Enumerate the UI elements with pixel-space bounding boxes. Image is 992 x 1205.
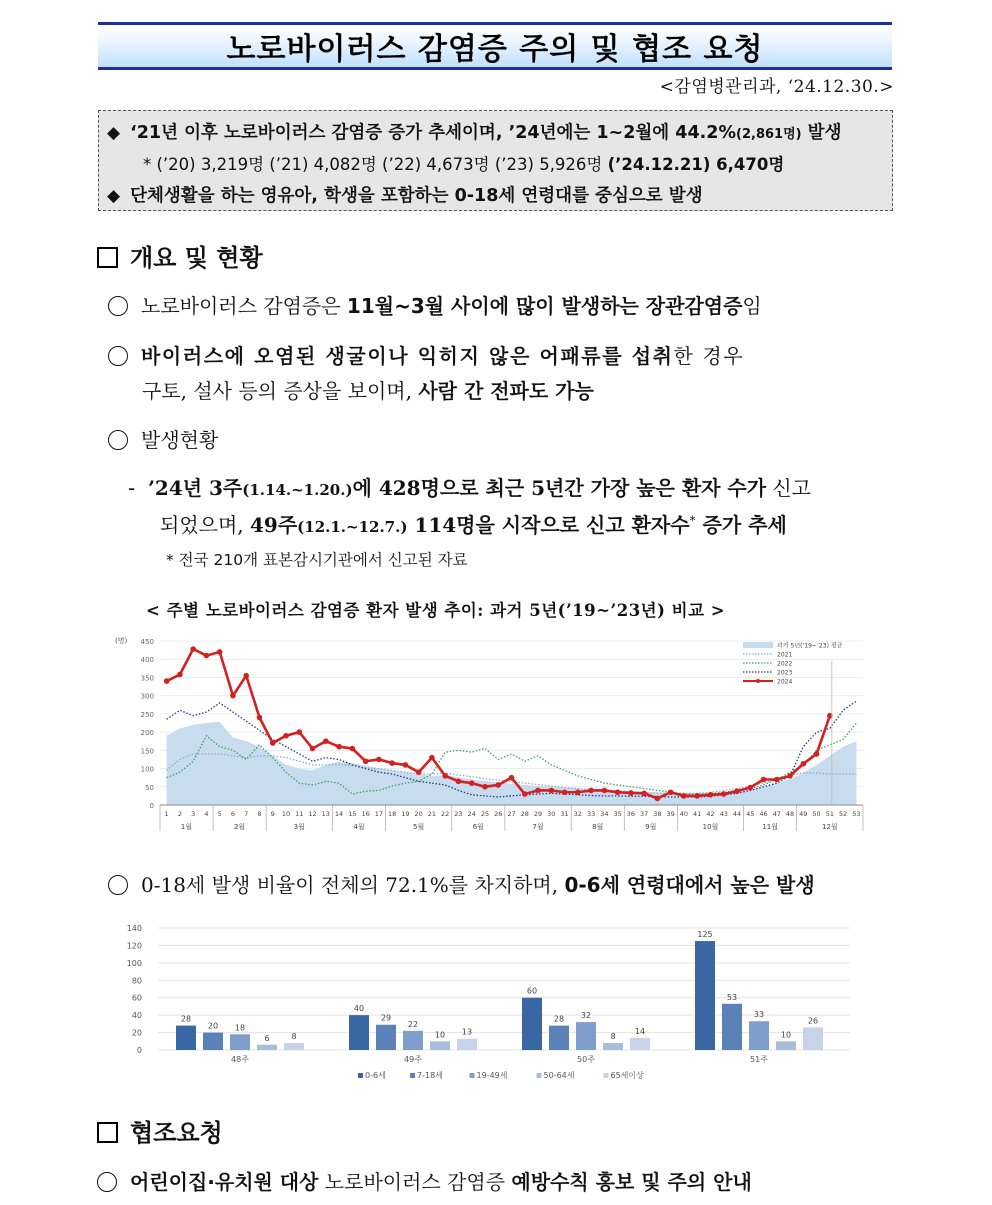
bar-19-49세 — [230, 1034, 250, 1050]
data-point-2024 — [548, 788, 554, 794]
data-point-2024 — [774, 777, 780, 783]
data-point-2024 — [562, 789, 568, 795]
x-tick-label: 23 — [454, 810, 463, 818]
weekly-trend-chart — [115, 633, 875, 833]
bar-7-18세 — [722, 1004, 742, 1050]
legend-swatch — [537, 1073, 542, 1078]
data-label: 28 — [553, 1014, 565, 1024]
bar-7-18세 — [549, 1026, 569, 1050]
data-point-2024 — [655, 796, 661, 802]
x-tick-label: 17 — [374, 810, 383, 818]
circle-bullet-icon — [108, 875, 128, 895]
data-point-2024 — [641, 791, 647, 797]
bar-50-64세 — [603, 1043, 623, 1050]
data-point-2024 — [217, 649, 223, 655]
y-axis-unit: (명) — [115, 637, 128, 645]
circle-bullet-icon — [108, 296, 128, 316]
data-point-2024 — [588, 788, 594, 794]
data-point-2024 — [270, 740, 276, 746]
x-tick-label: 27 — [507, 810, 516, 818]
month-label: 8월 — [592, 823, 604, 831]
x-tick-label: 43 — [719, 810, 728, 818]
data-point-2024 — [243, 673, 249, 679]
data-point-2024 — [787, 773, 793, 779]
x-tick-label: 33 — [586, 810, 596, 818]
x-tick-label: 52 — [838, 810, 848, 818]
bar-50-64세 — [430, 1041, 450, 1050]
data-point-2024 — [350, 746, 356, 752]
circle-bullet-icon — [108, 346, 128, 366]
x-tick-label: 49 — [799, 810, 808, 818]
legend-swatch — [470, 1073, 475, 1078]
month-label: 1월 — [180, 823, 193, 831]
data-point-2024 — [482, 784, 488, 790]
bar-0-6세 — [349, 1015, 369, 1050]
x-tick-label: 34 — [600, 810, 609, 818]
legend-label: 65세이상 — [610, 1071, 644, 1080]
data-point-2024 — [694, 793, 700, 799]
summary-box — [98, 110, 893, 211]
bar-0-6세 — [695, 941, 715, 1050]
legend-label: 2023 — [777, 669, 793, 677]
data-point-2024 — [429, 755, 435, 761]
age-group-bar-chart — [110, 920, 870, 1090]
data-point-2024 — [668, 789, 674, 795]
status-detail-line2: 되었으며, 49주(12.1.~12.7.) 114명을 시작으로 신고 환자수* 증가 추세 — [160, 513, 787, 537]
bar-0-6세 — [176, 1026, 196, 1050]
x-tick-label: 2 — [177, 810, 182, 818]
y-tick-label: 0 — [149, 802, 154, 810]
data-label: 10 — [434, 1030, 446, 1040]
data-point-2024 — [283, 733, 289, 739]
x-tick-label: 6 — [230, 810, 236, 818]
x-tick-label: 25 — [480, 810, 490, 818]
section-heading-request: 협조요청 — [97, 1113, 223, 1148]
x-tick-label: 40 — [679, 810, 689, 818]
x-tick-label: 38 — [653, 810, 662, 818]
summary-bullet-2: ◆ 단체생활을 하는 영유아, 학생을 포함하는 0-18세 연령대를 중심으로 발생 — [107, 186, 703, 206]
data-label: 28 — [180, 1014, 192, 1024]
para-request-1: 어린이집·유치원 대상 노로바이러스 감염증 예방수칙 홍보 및 주의 안내 — [97, 1166, 752, 1195]
bar-19-49세 — [403, 1031, 423, 1050]
month-label: 11월 — [762, 823, 778, 831]
legend-swatch — [358, 1073, 363, 1078]
x-tick-label: 9 — [270, 810, 275, 818]
data-label: 13 — [461, 1027, 473, 1037]
status-detail-line1: - ’24년 3주(1.14.~1.20.)에 428명으로 최근 5년간 가장 높은 환자 수가 신고 — [128, 476, 812, 500]
title-banner — [98, 22, 892, 70]
data-point-2024 — [747, 785, 753, 791]
x-category-label: 49주 — [404, 1055, 422, 1064]
x-category-label: 50주 — [577, 1055, 595, 1064]
month-label: 9월 — [645, 823, 657, 831]
x-tick-label: 42 — [706, 810, 715, 818]
x-tick-label: 29 — [533, 810, 543, 818]
data-point-2024 — [575, 789, 581, 795]
data-label: 22 — [407, 1019, 419, 1029]
data-point-2024 — [389, 760, 395, 766]
diamond-bullet-icon: ◆ — [107, 186, 121, 206]
month-label: 3월 — [293, 823, 305, 831]
x-category-label: 51주 — [750, 1055, 768, 1064]
data-label: 125 — [697, 930, 713, 940]
data-point-2024 — [296, 729, 302, 735]
x-tick-label: 35 — [613, 810, 622, 818]
x-tick-label: 26 — [494, 810, 503, 818]
data-point-2024 — [190, 646, 196, 652]
bar-19-49세 — [576, 1022, 596, 1050]
data-point-2024 — [336, 744, 342, 750]
chart1-title: < 주별 노로바이러스 감염증 환자 발생 추이: 과거 5년(’19~’23년) 비교 > — [146, 601, 726, 620]
data-label: 53 — [726, 992, 738, 1002]
data-label: 26 — [807, 1016, 819, 1026]
para-status: 발생현황 — [108, 424, 218, 453]
x-tick-label: 47 — [772, 810, 781, 818]
para-age-ratio: 0-18세 발생 비율이 전체의 72.1%를 차지하며, 0-6세 연령대에서 높은 발생 — [108, 869, 815, 898]
legend-label: 2021 — [777, 651, 793, 659]
x-tick-label: 24 — [467, 810, 476, 818]
x-tick-label: 3 — [191, 810, 196, 818]
data-point-2024 — [708, 792, 714, 798]
data-point-2024 — [442, 773, 448, 779]
legend-label: 2024 — [777, 678, 793, 686]
x-tick-label: 50 — [812, 810, 821, 818]
legend-label: 7-18세 — [417, 1071, 443, 1080]
x-tick-label: 12 — [308, 810, 317, 818]
data-label: 32 — [580, 1011, 592, 1021]
x-tick-label: 1 — [164, 810, 169, 818]
x-tick-label: 4 — [204, 810, 209, 818]
x-tick-label: 21 — [427, 810, 437, 818]
x-tick-label: 22 — [441, 810, 450, 818]
legend-label: 19-49세 — [476, 1071, 508, 1080]
y-tick-label: 140 — [126, 924, 142, 933]
para-overview-2-line2: 구토, 설사 등의 증상을 보이며, 사람 간 전파도 가능 — [142, 379, 594, 403]
legend-label: 0-6세 — [365, 1071, 386, 1080]
x-tick-label: 37 — [640, 810, 649, 818]
y-tick-label: 0 — [136, 1046, 142, 1055]
data-label: 14 — [634, 1026, 646, 1036]
month-label: 5월 — [413, 823, 425, 831]
data-point-2024 — [509, 775, 515, 781]
bar-65세이상 — [457, 1039, 477, 1050]
x-tick-label: 53 — [852, 810, 861, 818]
month-label: 12월 — [822, 823, 838, 831]
x-tick-label: 44 — [732, 810, 742, 818]
x-tick-label: 13 — [321, 810, 330, 818]
data-point-2024 — [376, 757, 382, 763]
data-label: 60 — [526, 986, 538, 996]
x-tick-label: 45 — [746, 810, 755, 818]
x-tick-label: 39 — [666, 810, 675, 818]
data-label: 6 — [264, 1033, 270, 1043]
x-tick-label: 10 — [281, 810, 291, 818]
circle-bullet-icon — [108, 430, 128, 450]
data-point-2024 — [204, 653, 210, 659]
y-tick-label: 200 — [140, 729, 154, 738]
bar-65세이상 — [284, 1043, 304, 1050]
data-point-2024 — [416, 769, 422, 775]
data-point-2024 — [456, 779, 462, 785]
month-label: 10월 — [702, 823, 719, 831]
data-point-2024 — [363, 758, 369, 764]
legend-swatch — [410, 1073, 415, 1078]
x-tick-label: 30 — [547, 810, 556, 818]
bar-19-49세 — [749, 1021, 769, 1050]
x-tick-label: 31 — [560, 810, 569, 818]
checkbox-square-icon — [97, 1122, 118, 1143]
summary-bullet-1: ◆ ‘21년 이후 노로바이러스 감염증 증가 추세이며, ’24년에는 1~2월에 44.2%(2,861명) 발생 — [107, 123, 842, 143]
data-point-2024 — [257, 715, 263, 721]
data-label: 8 — [610, 1032, 616, 1042]
para-overview-2: 바이러스에 오염된 생굴이나 익히지 않은 어패류를 섭취한 경우 — [108, 340, 744, 369]
data-point-2024 — [230, 693, 236, 699]
data-point-2024 — [628, 790, 634, 796]
data-point-2024 — [522, 791, 528, 797]
data-point-2024 — [177, 672, 183, 678]
legend-swatch — [604, 1073, 609, 1078]
x-tick-label: 11 — [295, 810, 304, 818]
x-tick-label: 7 — [244, 810, 249, 818]
checkbox-square-icon — [97, 247, 118, 268]
source-line: <감염병관리과, ‘24.12.30.> — [659, 77, 894, 97]
y-tick-label: 100 — [140, 765, 154, 774]
data-label: 10 — [780, 1030, 792, 1040]
bar-65세이상 — [630, 1038, 650, 1050]
data-point-2024 — [535, 788, 541, 794]
x-category-label: 48주 — [231, 1055, 249, 1064]
legend-marker — [756, 679, 760, 683]
x-tick-label: 8 — [257, 810, 262, 818]
data-point-2024 — [814, 751, 820, 757]
x-tick-label: 51 — [825, 810, 834, 818]
data-point-2024 — [761, 777, 767, 783]
legend-swatch — [743, 642, 773, 648]
y-tick-label: 250 — [140, 710, 154, 719]
x-tick-label: 48 — [785, 810, 795, 818]
data-point-2024 — [602, 788, 608, 794]
x-tick-label: 15 — [348, 810, 357, 818]
section-heading-overview: 개요 및 현황 — [97, 238, 263, 273]
month-label: 6월 — [472, 823, 484, 831]
x-tick-label: 5 — [217, 810, 222, 818]
data-point-2024 — [734, 788, 740, 794]
y-tick-label: 150 — [140, 747, 154, 756]
bar-7-18세 — [376, 1025, 396, 1050]
circle-bullet-icon — [97, 1172, 117, 1192]
x-tick-label: 14 — [334, 810, 344, 818]
data-point-2024 — [721, 791, 727, 797]
y-tick-label: 400 — [140, 656, 154, 665]
y-tick-label: 50 — [145, 783, 154, 792]
data-point-2024 — [164, 678, 170, 684]
data-label: 40 — [353, 1004, 365, 1014]
data-label: 8 — [291, 1032, 297, 1042]
y-tick-label: 80 — [131, 976, 142, 986]
data-label: 18 — [234, 1023, 246, 1033]
bar-7-18세 — [203, 1033, 223, 1050]
y-tick-label: 60 — [131, 993, 142, 1003]
month-label: 2월 — [233, 823, 246, 831]
data-point-2024 — [310, 746, 316, 752]
data-point-2024 — [615, 789, 621, 795]
month-label: 7월 — [532, 823, 544, 831]
x-tick-label: 16 — [361, 810, 370, 818]
x-tick-label: 19 — [401, 810, 410, 818]
para-overview-1: 노로바이러스 감염증은 11월~3월 사이에 많이 발생하는 장관감염증임 — [108, 290, 762, 319]
x-tick-label: 41 — [693, 810, 702, 818]
x-tick-label: 36 — [626, 810, 636, 818]
legend-label: 2022 — [777, 660, 793, 668]
y-tick-label: 350 — [140, 674, 154, 683]
x-tick-label: 28 — [520, 810, 529, 818]
data-point-2024 — [469, 780, 475, 786]
data-point-2024 — [323, 738, 329, 744]
legend-label: 과거 5년(’19~’23) 평균 — [777, 642, 843, 650]
series-area-5yr-avg — [167, 722, 857, 805]
bar-50-64세 — [257, 1045, 277, 1050]
x-tick-label: 32 — [573, 810, 582, 818]
bar-50-64세 — [776, 1041, 796, 1050]
data-point-2024 — [403, 762, 409, 768]
summary-note: * (’20) 3,219명 (’21) 4,082명 (’22) 4,673명 (’23) 5,926명 (’24.12.21) 6,470명 — [143, 155, 785, 174]
y-tick-label: 20 — [131, 1028, 142, 1038]
diamond-bullet-icon: ◆ — [107, 123, 121, 143]
y-tick-label: 120 — [126, 941, 142, 951]
data-label: 29 — [380, 1013, 392, 1023]
data-point-2024 — [801, 761, 807, 767]
x-tick-label: 46 — [759, 810, 768, 818]
y-tick-label: 300 — [140, 692, 154, 701]
data-point-2024 — [681, 793, 687, 799]
x-tick-label: 18 — [387, 810, 397, 818]
y-tick-label: 450 — [140, 638, 154, 646]
month-label: 4월 — [353, 823, 365, 831]
data-label: 33 — [753, 1010, 765, 1020]
y-tick-label: 100 — [126, 958, 142, 968]
footnote: * 전국 210개 표본감시기관에서 신고된 자료 — [166, 551, 468, 569]
page-title: 노로바이러스 감염증 주의 및 협조 요청 — [226, 32, 764, 67]
data-label: 20 — [207, 1021, 219, 1031]
bar-0-6세 — [522, 998, 542, 1050]
y-tick-label: 40 — [131, 1011, 142, 1021]
x-tick-label: 20 — [414, 810, 423, 818]
bar-65세이상 — [803, 1027, 823, 1050]
data-point-2024 — [495, 782, 501, 788]
legend-label: 50-64세 — [543, 1071, 575, 1080]
